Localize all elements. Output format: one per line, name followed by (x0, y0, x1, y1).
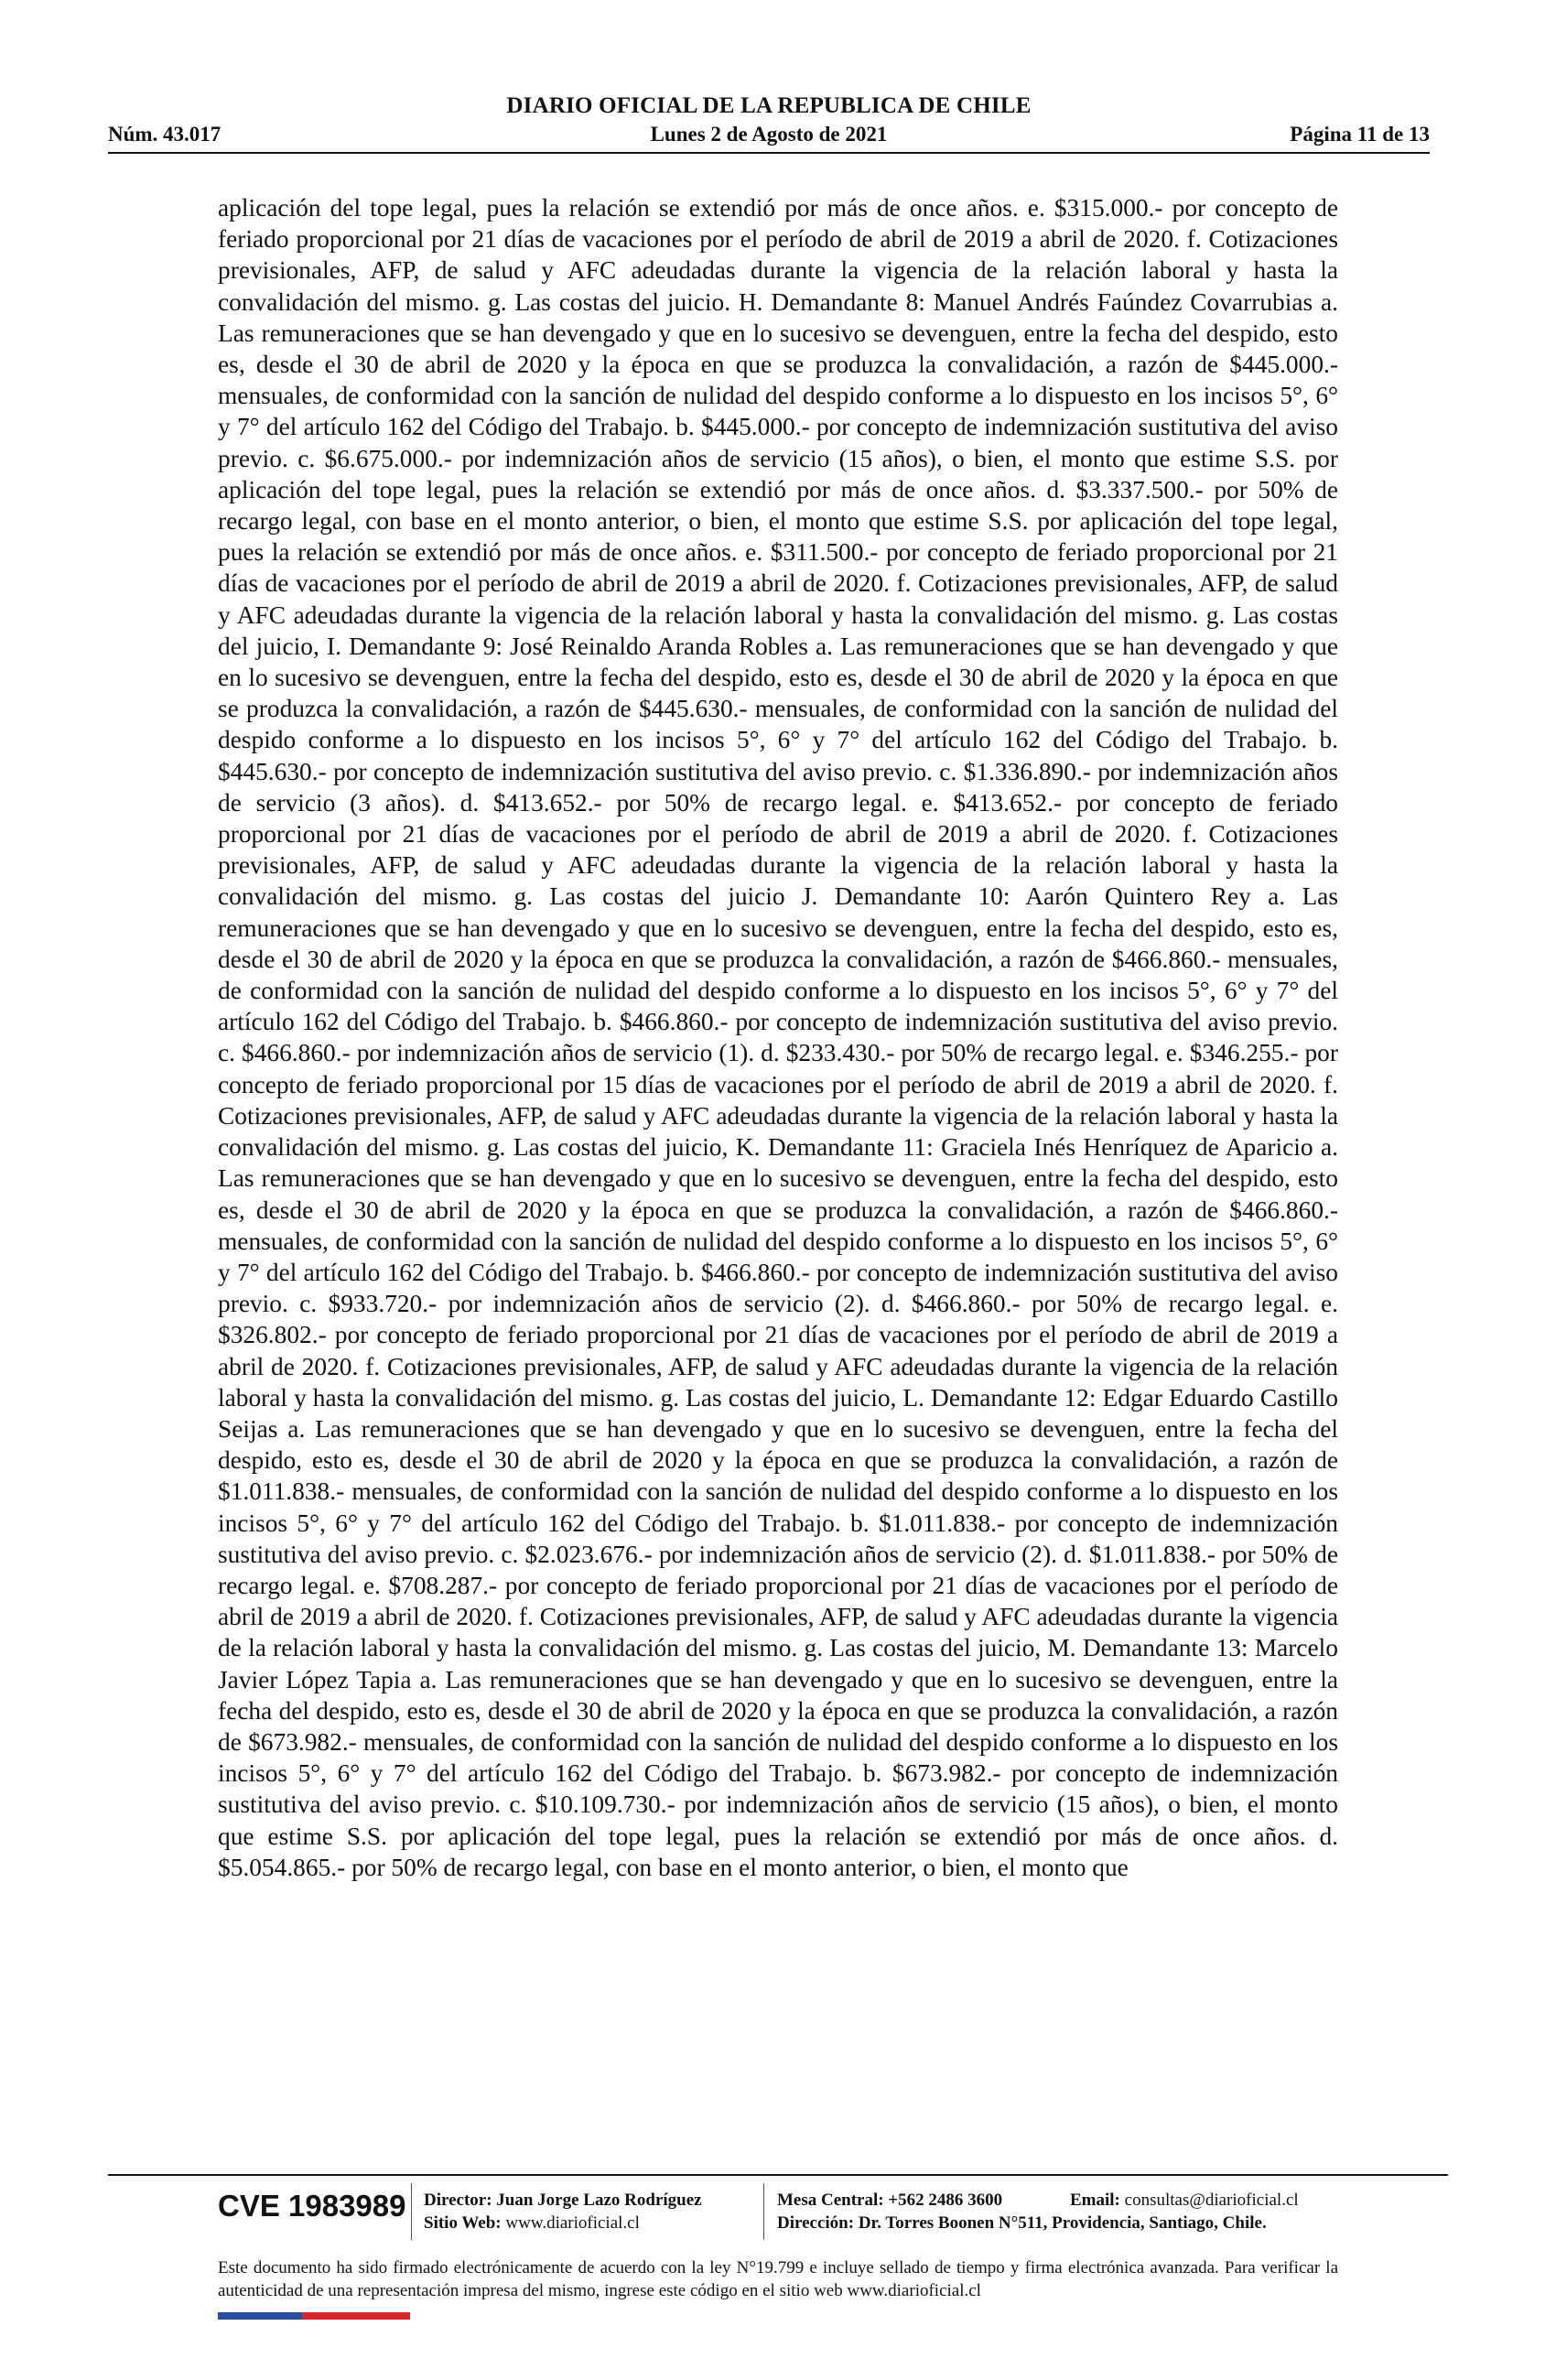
address-line (777, 2212, 1267, 2234)
site-link[interactable]: www.diarioficial.cl (505, 2213, 640, 2233)
email-link[interactable]: consultas@diarioficial.cl (1124, 2191, 1299, 2210)
issue-date: Lunes 2 de Agosto de 2021 (650, 123, 888, 146)
flag-stripe (218, 2312, 410, 2320)
director-label: Director: (424, 2191, 492, 2210)
address-label: Dirección: (777, 2213, 855, 2233)
page-indicator: Página 11 de 13 (1290, 123, 1430, 146)
phone-value: +562 2486 3600 (888, 2191, 1003, 2210)
phone-label: Mesa Central: (777, 2191, 884, 2210)
director-line (424, 2189, 702, 2212)
footer-divider (108, 2174, 1448, 2176)
footer-director-block (424, 2189, 702, 2234)
email-label: Email: (1070, 2191, 1120, 2210)
footer-separator (763, 2183, 764, 2240)
cve-code: CVE 1983989 (218, 2189, 406, 2223)
address-value: Dr. Torres Boonen N°511, Providencia, Santiago, Chile. (858, 2213, 1267, 2233)
page-header (108, 93, 1430, 154)
site-line (424, 2212, 702, 2234)
footer-separator (411, 2183, 412, 2240)
header-divider (108, 152, 1430, 154)
director-name: Juan Jorge Lazo Rodríguez (496, 2191, 702, 2210)
flag-blue-segment (218, 2312, 302, 2320)
site-label: Sitio Web: (424, 2213, 502, 2233)
footer-email-block (1070, 2189, 1299, 2212)
body-paragraph: aplicación del tope legal, pues la relación se extendió por más de once años. e. $315.000.- por concepto de feriado proporcional por 21 días de vacaciones por el período de abril de 2019 a abril de 2020. f. Cotizaciones previsionales, AFP, de salud y AFC adeudadas durante la vigencia de la relación laboral y hasta la convalidación del mismo. g. Las costas del juicio. H. Demandante 8: Manuel Andrés Faúndez Covarrubias a. Las remuneraciones que se han devengado y que en lo sucesivo se devenguen, entre la fecha del despido, esto es, desde el 30 de abril de 2020 y la época en que se produzca la convalidación, a razón de $445.000.- mensuales, de conformidad con la sanción de nulidad del despido conforme a lo dispuesto en los incisos 5°, 6° y 7° del artículo 162 del Código del Trabajo. b. $445.000.- por concepto de indemnización sustitutiva del aviso previo. c. $6.675.000.- por indemnización años de servicio (15 años), o bien, el monto que estime S.S. por aplicación del tope legal, pues la relación se extendió por más de once años. d. $3.337.500.- por 50% de recargo legal, con base en el monto anterior, o bien, el monto que estime S.S. por aplicación del tope legal, pues la relación se extendió por más de once años. e. $311.500.- por concepto de feriado proporcional por 21 días de vacaciones por el período de abril de 2019 a abril de 2020. f. Cotizaciones previsionales, AFP, de salud y AFC adeudadas durante la vigencia de la relación laboral y hasta la convalidación del mismo. g. Las costas del juicio, I. Demandante 9: José Reinaldo Aranda Robles a. Las remuneraciones que se han devengado y que en lo sucesivo se devenguen, entre la fecha del despido, esto es, desde el 30 de abril de 2020 y la época en que se produzca la convalidación, a razón de $445.630.- mensuales, de conformidad con la sanción de nulidad del despido conforme a lo dispuesto en los incisos 5°, 6° y 7° del artículo 162 del Código del Trabajo. b. $445.630.- por concepto de indemnización sustitutiva del aviso previo. c. $1.336.890.- por indemnización años de servicio (3 años). d. $413.652.- por 50% de recargo legal. e. $413.652.- por concepto de feriado proporcional por 21 días de vacaciones por el período de abril de 2019 a abril de 2020. f. Cotizaciones previsionales, AFP, de salud y AFC adeudadas durante la vigencia de la relación laboral y hasta la convalidación del mismo. g. Las costas del juicio J. Demandante 10: Aarón Quintero Rey a. Las remuneraciones que se han devengado y que en lo sucesivo se devenguen, entre la fecha del despido, esto es, desde el 30 de abril de 2020 y la época en que se produzca la convalidación, a razón de $466.860.- mensuales, de conformidad con la sanción de nulidad del despido conforme a lo dispuesto en los incisos 5°, 6° y 7° del artículo 162 del Código del Trabajo. b. $466.860.- por concepto de indemnización sustitutiva del aviso previo. c. $466.860.- por indemnización años de servicio (1). d. $233.430.- por 50% de recargo legal. e. $346.255.- por concepto de feriado proporcional por 15 días de vacaciones por el período de abril de 2019 a abril de 2020. f. Cotizaciones previsionales, AFP, de salud y AFC adeudadas durante la vigencia de la relación laboral y hasta la convalidación del mismo. g. Las costas del juicio, K. Demandante 11: Graciela Inés Henríquez de Aparicio a. Las remuneraciones que se han devengado y que en lo sucesivo se devenguen, entre la fecha del despido, esto es, desde el 30 de abril de 2020 y la época en que se produzca la convalidación, a razón de $466.860.- mensuales, de conformidad con la sanción de nulidad del despido conforme a lo dispuesto en los incisos 5°, 6° y 7° del artículo 162 del Código del Trabajo. b. $466.860.- por concepto de indemnización sustitutiva del aviso previo. c. $933.720.- por indemnización años de servicio (2). d. $466.860.- por 50% de recargo legal. e. $326.802.- por concepto de feriado proporcional por 21 días de vacaciones por el período de abril de 2019 a abril de 2020. f. Cotizaciones previsionales, AFP, de salud y AFC adeudadas durante la vigencia de la relación laboral y hasta la convalidación del mismo. g. Las costas del juicio, L. Demandante 12: Edgar Eduardo Castillo Seijas a. Las remuneraciones que se han devengado y que en lo sucesivo se devenguen, entre la fecha del despido, esto es, desde el 30 de abril de 2020 y la época en que se produzca la convalidación, a razón de $1.011.838.- mensuales, de conformidad con la sanción de nulidad del despido conforme a lo dispuesto en los incisos 5°, 6° y 7° del artículo 162 del Código del Trabajo. b. $1.011.838.- por concepto de indemnización sustitutiva del aviso previo. c. $2.023.676.- por indemnización años de servicio (2). d. $1.011.838.- por 50% de recargo legal. e. $708.287.- por concepto de feriado proporcional por 21 días de vacaciones por el período de abril de 2019 a abril de 2020. f. Cotizaciones previsionales, AFP, de salud y AFC adeudadas durante la vigencia de la relación laboral y hasta la convalidación del mismo. g. Las costas del juicio, M. Demandante 13: Marcelo Javier López Tapia a. Las remuneraciones que se han devengado y que en lo sucesivo se devenguen, entre la fecha del despido, esto es, desde el 30 de abril de 2020 y la época en que se produzca la convalidación, a razón de $673.982.- mensuales, de conformidad con la sanción de nulidad del despido conforme a lo dispuesto en los incisos 5°, 6° y 7° del artículo 162 del Código del Trabajo. b. $673.982.- por concepto de indemnización sustitutiva del aviso previo. c. $10.109.730.- por indemnización años de servicio (15 años), o bien, el monto que estime S.S. por aplicación del tope legal, pues la relación se extendió por más de once años. d. $5.054.865.- por 50% de recargo legal, con base en el monto anterior, o bien, el monto que (218, 194, 1338, 1881)
issue-number: Núm. 43.017 (108, 123, 222, 146)
signature-notice: Este documento ha sido firmado electrónicamente de acuerdo con la ley N°19.799 e incluye sellado de tiempo y firma electrónica avanzada. Para verificar la autenticidad de una representación impresa del mismo, ingrese este código en el sitio web www.diarioficial.cl (218, 2258, 1338, 2300)
flag-red-segment (302, 2312, 410, 2320)
publication-title: DIARIO OFICIAL DE LA REPUBLICA DE CHILE (506, 93, 1032, 118)
